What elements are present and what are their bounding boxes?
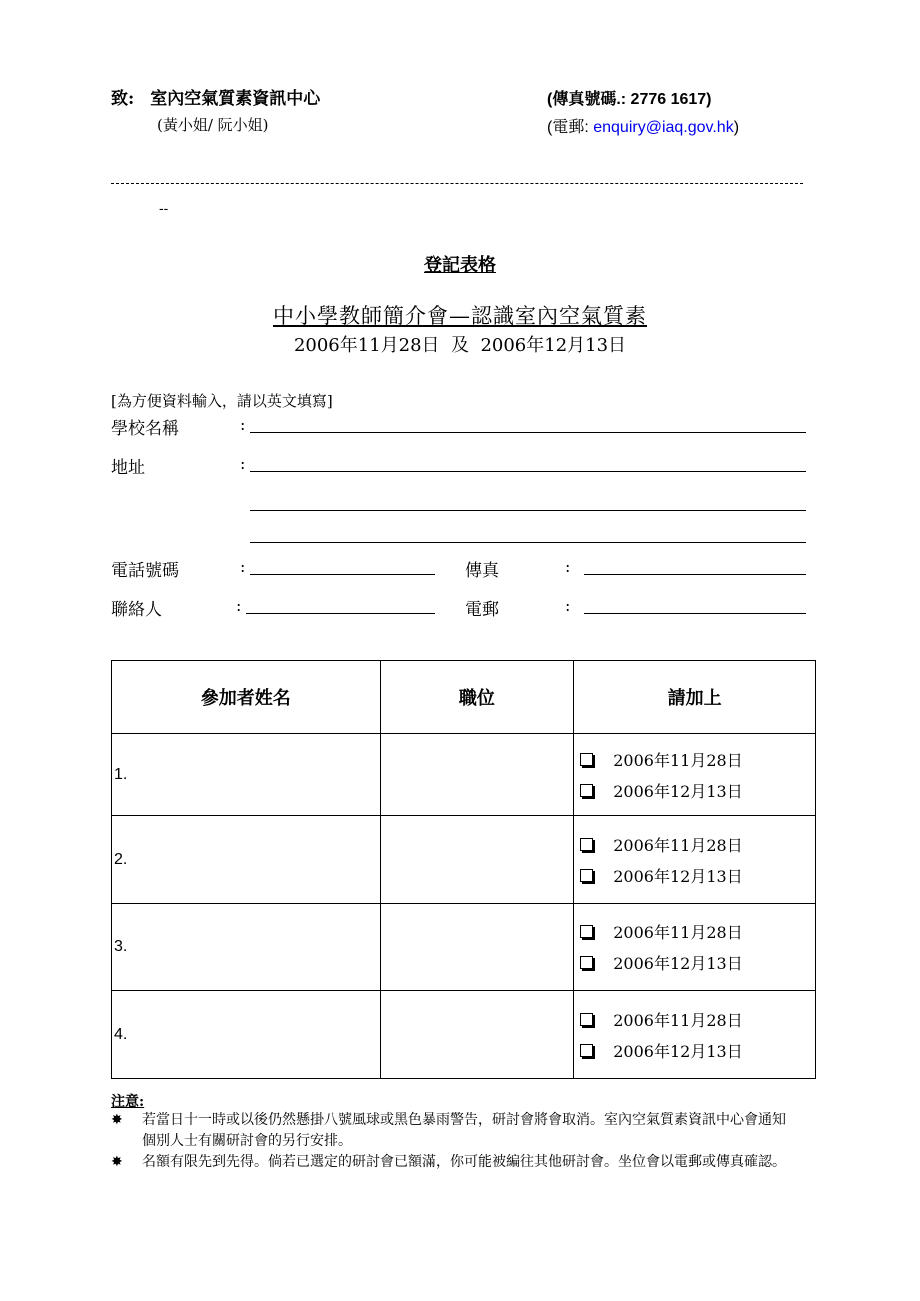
option-label: 2006年12月13日: [613, 866, 743, 886]
participant-table: [111, 660, 816, 1079]
checkbox-icon[interactable]: [580, 869, 593, 882]
fax-number: (傳真號碼.: 2776 1617): [547, 91, 712, 108]
contact-label: 聯絡人: [111, 600, 162, 620]
participant-position-cell[interactable]: [380, 904, 574, 991]
colon: :: [240, 415, 246, 434]
option-label: 2006年11月28日: [613, 923, 743, 942]
session-option[interactable]: [574, 744, 815, 775]
row-number: 2.: [114, 850, 128, 868]
fax-input[interactable]: [584, 574, 806, 575]
session-options: [574, 991, 816, 1079]
session-options: [574, 816, 816, 904]
table-row: [112, 734, 816, 816]
checkbox-icon[interactable]: [580, 784, 593, 797]
checkbox-icon[interactable]: [580, 956, 593, 969]
fax-label: 傳真: [465, 561, 499, 581]
participant-name-cell[interactable]: [112, 734, 381, 816]
divider: [111, 183, 803, 184]
option-label: 2006年11月28日: [613, 750, 743, 770]
email-link[interactable]: enquiry@iaq.gov.hk: [593, 119, 734, 136]
option-label: 2006年12月13日: [613, 781, 743, 801]
table-row: [112, 816, 816, 904]
to-label: 致:: [111, 89, 135, 109]
row-number: 4.: [114, 1025, 128, 1043]
event-dates: 2006年11月28日 及 2006年12月13日: [293, 335, 627, 356]
session-option[interactable]: [574, 1004, 815, 1035]
checkbox-icon[interactable]: [580, 838, 593, 851]
recipient-org: 室內空氣質素資訊中心: [150, 89, 321, 109]
phone-label: 電話號碼: [111, 561, 179, 581]
session-option[interactable]: [574, 775, 815, 806]
recipient-line: [111, 84, 320, 109]
event-title: 中小學教師簡介會—認識室內空氣質素: [273, 304, 647, 328]
address-input-line-3[interactable]: [250, 542, 806, 543]
divider-wrap: --: [159, 200, 169, 216]
session-option[interactable]: [574, 916, 815, 947]
row-number: 1.: [114, 765, 128, 783]
participant-position-cell[interactable]: [380, 734, 574, 816]
note-item: [111, 1152, 801, 1173]
colon: :: [236, 596, 242, 615]
table-row: [112, 904, 816, 991]
address-label: 地址: [111, 458, 145, 478]
option-label: 2006年12月13日: [613, 954, 743, 973]
checkbox-icon[interactable]: [580, 925, 593, 938]
session-options: [574, 904, 816, 991]
contact-input[interactable]: [246, 613, 435, 614]
note-text: 名額有限先到先得。倘若已選定的研討會已額滿，你可能被編往其他研討會。坐位會以電郵或傳真確認。: [142, 1154, 786, 1170]
colon: :: [240, 557, 246, 576]
note-text: 若當日十一時或以後仍然懸掛八號風球或黑色暴雨警告，研討會將會取消。室內空氣質素資訊中心會通知個別人士有關研討會的另行安排。: [142, 1112, 786, 1149]
session-option[interactable]: [574, 829, 815, 860]
header-name: 參加者姓名: [112, 661, 381, 734]
colon: :: [565, 557, 571, 576]
option-label: 2006年12月13日: [613, 1041, 743, 1061]
email-suffix: ): [733, 119, 740, 136]
session-option[interactable]: [574, 947, 815, 978]
checkbox-icon[interactable]: [580, 1044, 593, 1057]
row-number: 3.: [114, 938, 128, 955]
instruction: [為方便資料輸入，請以英文填寫]: [111, 392, 333, 410]
header-position: 職位: [380, 661, 574, 734]
colon: :: [565, 596, 571, 615]
address-input-line-2[interactable]: [250, 510, 806, 511]
checkbox-icon[interactable]: [580, 1013, 593, 1026]
bullet-star-icon: ✸: [111, 1112, 123, 1128]
notes-heading: 注意:: [111, 1094, 145, 1110]
address-input-line-1[interactable]: [250, 471, 806, 472]
school-label: 學校名稱: [111, 419, 179, 439]
contact-persons: (黃小姐/ 阮小姐): [157, 116, 269, 134]
email-prefix: (電郵:: [547, 119, 594, 136]
participant-name-cell[interactable]: [112, 816, 381, 904]
email-input[interactable]: [584, 613, 806, 614]
session-options: [574, 734, 816, 816]
participant-position-cell[interactable]: [380, 991, 574, 1079]
colon: :: [240, 454, 246, 473]
note-item: [111, 1110, 801, 1152]
participant-position-cell[interactable]: [380, 816, 574, 904]
email-label: 電郵: [465, 600, 499, 620]
email-line: [547, 114, 739, 137]
table-header-row: [112, 661, 816, 734]
participant-name-cell[interactable]: [112, 904, 381, 991]
form-title: 登記表格: [424, 255, 496, 276]
participant-name-cell[interactable]: [112, 991, 381, 1079]
session-option[interactable]: [574, 1035, 815, 1066]
phone-input[interactable]: [250, 574, 435, 575]
header-select: 請加上: [574, 661, 816, 734]
checkbox-icon[interactable]: [580, 753, 593, 766]
bullet-star-icon: ✸: [111, 1154, 123, 1170]
option-label: 2006年11月28日: [613, 1010, 743, 1030]
table-row: [112, 991, 816, 1079]
option-label: 2006年11月28日: [613, 835, 743, 855]
school-input[interactable]: [250, 432, 806, 433]
session-option[interactable]: [574, 860, 815, 891]
